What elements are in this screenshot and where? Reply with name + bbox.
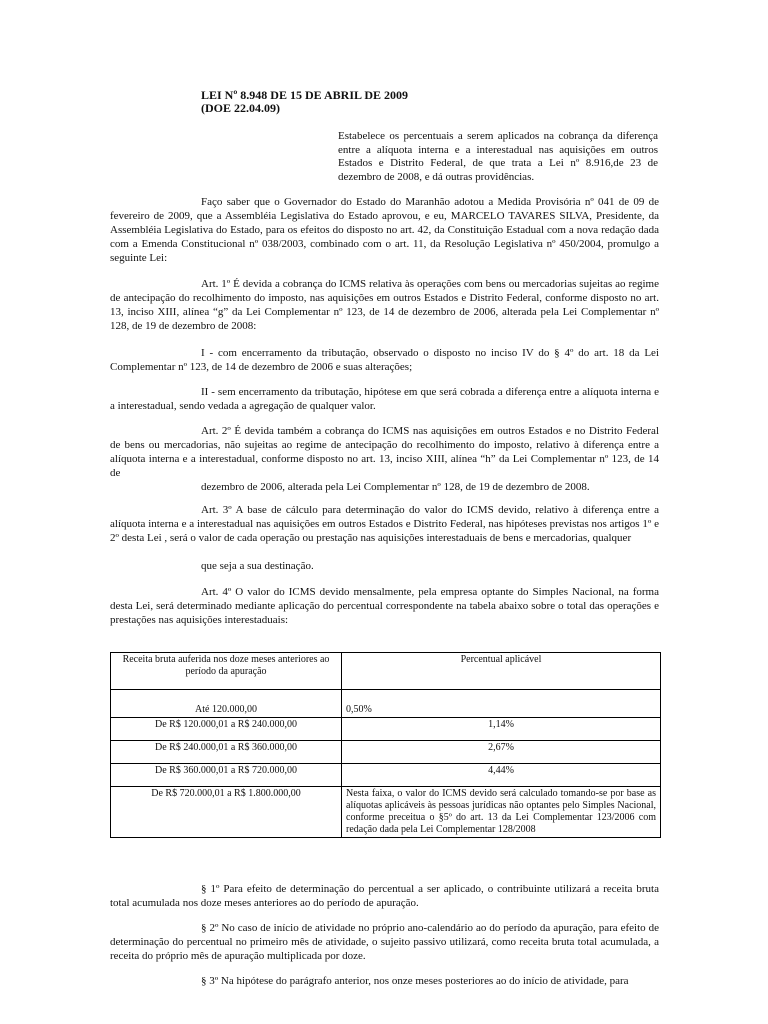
table-cell-percent: 1,14%	[342, 718, 661, 741]
table-cell-percent: 4,44%	[342, 764, 661, 787]
paragraph-1: § 1º Para efeito de determinação do percentual a ser aplicado, o contribuinte utilizará a receita bruta total acumulada nos doze meses anteriores ao do período de apuração.	[110, 883, 659, 909]
paragraph-2: § 2º No caso de início de atividade no próprio ano-calendário ao do período da apuração, para efeito de determinação do percentual no primeiro mês de atividade, o sujeito passivo utilizará, como receita bruta total acumulada, a receita do próprio mês de apuração multiplicada por doze.	[110, 922, 659, 962]
paragraph-3: § 3º Na hipótese do parágrafo anterior, nos onze meses posteriores ao do início de atividade, para	[201, 975, 629, 987]
law-title	[201, 89, 408, 115]
table-row	[111, 764, 661, 787]
table-cell-range: De R$ 240.000,01 a R$ 360.000,00	[111, 741, 342, 764]
article-2-continuation: dezembro de 2006, alterada pela Lei Complementar nº 128, de 19 de dezembro de 2008.	[201, 481, 590, 493]
table-row	[111, 718, 661, 741]
law-title-line1: LEI Nº 8.948 DE 15 DE ABRIL DE 2009	[201, 88, 408, 102]
article-3-continuation: que seja a sua destinação.	[201, 560, 314, 572]
table-cell-percent: Nesta faixa, o valor do ICMS devido será calculado tomando-se por base as alíquotas aplicáveis às pessoas jurídicas não optantes pelo Simples Nacional, conforme preceitua o §5º do art. 13 da Lei Complementar 123/2006 com redação dada pela Lei Complementar 128/2008	[342, 787, 661, 838]
article-3: Art. 3º A base de cálculo para determinação do valor do ICMS devido, relativo à diferença entre a alíquota interna e a interestadual nas aquisições em outros Estados e Distrito Federal, nas hipóteses previstas nos artigos 1º e 2º desta Lei , será o valor de cada operação ou prestação nas aquisições interestaduais de bens e mercadorias, qualquer	[110, 504, 659, 544]
article-2: Art. 2º É devida também a cobrança do ICMS nas aquisições em outros Estados e no Distrito Federal de bens ou mercadorias, não sujeitas ao regime de antecipação do recolhimento do imposto, relativo à diferença entre a alíquota interna e a interestadual, conforme disposto no art. 13, inciso XIII, alínea “h” da Lei Complementar nº 123, de 14 de	[110, 425, 659, 479]
law-summary: Estabelece os percentuais a serem aplicados na cobrança da diferença entre a alíquota interna e a interestadual nas aquisições em outros Estados e Distrito Federal, de que trata a Lei nº 8.916,de 23 de dezembro de 2008, e dá outras providências.	[338, 130, 658, 183]
table-row	[111, 787, 661, 838]
article-1-inciso-ii: II - sem encerramento da tributação, hipótese em que será cobrada a diferença entre a alíquota interna e a interestadual, sendo vedada a agregação de qualquer valor.	[110, 386, 659, 412]
article-1-inciso-i: I - com encerramento da tributação, observado o disposto no inciso IV do § 4º do art. 18 da Lei Complementar nº 123, de 14 de dezembro de 2006 e suas alterações;	[110, 347, 659, 373]
table-cell-range: De R$ 120.000,01 a R$ 240.000,00	[111, 718, 342, 741]
table-cell-range: Até 120.000,00	[111, 690, 342, 718]
article-1: Art. 1º É devida a cobrança do ICMS relativa às operações com bens ou mercadorias sujeitas ao regime de antecipação do recolhimento do imposto, nas aquisições em outros Estados e Distrito Federal, conforme disposto no art. 13, inciso XIII, alínea “g” da Lei Complementar nº 123, de 14 de dezembro de 2006, alterada pela Lei Complementar nº 128, de 19 de dezembro de 2008:	[110, 278, 659, 332]
table-header-percent: Percentual aplicável	[342, 653, 661, 690]
table-cell-range: De R$ 720.000,01 a R$ 1.800.000,00	[111, 787, 342, 838]
table-cell-range: De R$ 360.000,01 a R$ 720.000,00	[111, 764, 342, 787]
table-cell-percent: 2,67%	[342, 741, 661, 764]
table-row	[111, 741, 661, 764]
table-cell-percent: 0,50%	[342, 690, 661, 718]
law-title-line2: (DOE 22.04.09)	[201, 101, 280, 115]
table-header-row	[111, 653, 661, 690]
table-row	[111, 690, 661, 718]
article-4: Art. 4º O valor do ICMS devido mensalmente, pela empresa optante do Simples Nacional, na forma desta Lei, será determinado mediante aplicação do percentual correspondente na tabela abaixo sobre o total das operações e prestações nas aquisições interestaduais:	[110, 586, 659, 626]
preamble-paragraph: Faço saber que o Governador do Estado do Maranhão adotou a Medida Provisória nº 041 de 09 de fevereiro de 2009, que a Assembléia Legislativa do Estado aprovou, e eu, MARCELO TAVARES SILVA, Presidente, da Assembléia Legislativa do Estado, para os efeitos do disposto no art. 42, da Constituição Estadual com a nova redação dada com a Emenda Constitucional nº 038/2003, combinado com o art. 11, da Resolução Legislativa nº 450/2004, promulgo a seguinte Lei:	[110, 196, 659, 264]
table-header-revenue: Receita bruta auferida nos doze meses anteriores ao período da apuração	[111, 653, 342, 690]
rates-table	[110, 652, 661, 838]
